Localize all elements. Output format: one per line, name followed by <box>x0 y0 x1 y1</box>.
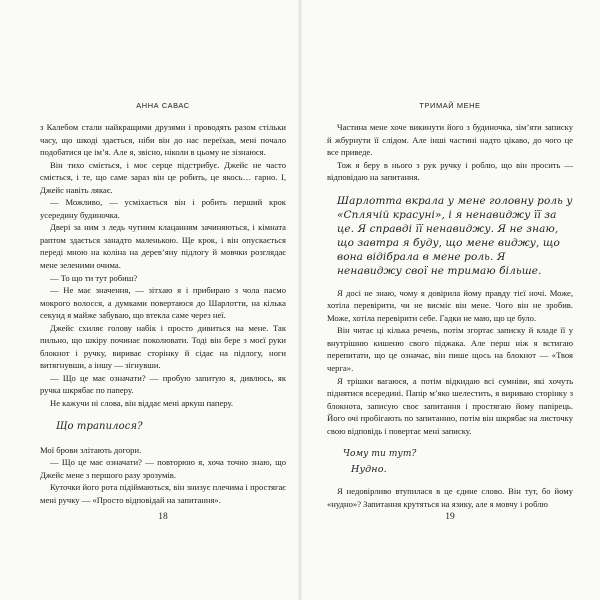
paragraph: Тож я беру в нього з рук ручку і роблю, що він просить — відповідаю на запитання. <box>327 159 573 183</box>
paragraph: Мої брови злітають догори. <box>40 444 142 455</box>
left-page-text <box>40 121 286 506</box>
left-paragraphs-bottom <box>40 444 286 507</box>
handwritten-question-right: Чому ти тут? <box>343 449 417 460</box>
handwritten-note: Шарлотта вкрала у мене головну роль у «Сплячій красуні», і я ненавиджу її за це. Я справді її ненавиджу. Я не знаю, що завтра я буду, що мене виджу, що вона відібрала в мене роль. Я ненавиджу свої не тримаю більше. <box>337 194 573 277</box>
right-paragraphs-bottom <box>327 485 573 510</box>
right-page-number: 19 <box>445 512 455 522</box>
paragraph: Я досі не знаю, чому я довірила йому правду тієї ночі. Може, хотіла перевірити, чи не висміє він мене. Чого він не зробив. Може, хотіла перевірити себе. Гадки не маю, що це було. <box>327 287 573 323</box>
handwritten-question: Що трапилося? <box>56 420 143 432</box>
paragraph: — Що це має означати? — пробую запитую я, дивлюсь, як ручка шкрябає по паперу. <box>40 372 286 396</box>
right-page-text <box>327 121 573 510</box>
right-paragraphs-top <box>327 121 573 184</box>
paragraph: з Калебом стали найкращими друзями і проводять разом стільки часу, що шкоді здається, ніби він до нас переїхав, мені почало подобатися це ім’я. Але я, звісно, ніколи в цьому не зізнаюся. <box>40 122 286 158</box>
paragraph: — То що ти тут робиш? <box>50 272 138 283</box>
paragraph: Я трішки вагаюся, а потім відкидаю всі сумніви, які хочуть піднятися всередині. Папір м’яко шелестить, я вириваю сторінку з блокнота, записую своє запитання і простягаю йому папірець. Його очі пробігають по запитанню, потім він шкрябає на листочку свою відповідь і повертає мені записку. <box>327 375 573 436</box>
paragraph: Джейс схиляє голову набік і просто дивиться на мене. Так пильно, що шкіру починає поколювати. Тоді він бере з моєї руки блокнот і ручку, вириває сторінку й сідає на підлогу, ноги витягнувши, а іншу — зігнувши. <box>40 322 286 371</box>
paragraph: Не кажучи ні слова, він віддає мені аркуш паперу. <box>50 398 234 409</box>
book-gutter <box>298 0 302 600</box>
left-page-number: 18 <box>158 512 168 522</box>
right-paragraphs-middle <box>327 287 573 438</box>
left-running-head: АННА САВАС <box>136 101 190 110</box>
paragraph: Двері за ним з ледь чутним клацанням зачиняються, і кімната раптом здається занадто маленькою. Ще крок, і він опускається переді мною на коліна на дерев’яну підлогу й мовчки розглядає мене зеленими очима. <box>40 222 286 271</box>
left-paragraphs-top <box>40 121 286 410</box>
paragraph: Він читає ці кілька речень, потім згортає записку й кладе її у внутрішню кишеню свого піджака. Але перш ніж я встигаю перепитати, що це означає, він пише щось на блокнот — «Твоя черга». <box>327 325 573 374</box>
paragraph: Він тихо сміється, і моє серце підстрибує. Джейс не часто сміється, і те, що саме зараз він це робить, це якось… гарно. І, Джейс навіть лякає. <box>40 159 286 195</box>
paragraph: — Не має значення, — зітхаю я і прибираю з чола пасмо мокрого волосся, а думками повертаюся до Шарлотти, на кілька секунд я майже забуваю, що втекла саме через неї. <box>40 285 286 321</box>
handwritten-answer: Нудно. <box>351 464 387 476</box>
paragraph: — Що це має означати? — повторюю я, хоча точно знаю, що Джейс мене з першого разу зрозумів. <box>40 457 286 480</box>
paragraph: Частина мене хоче викинути його з будиночка, зім’яти записку й жбурнути її слідом. Але інші частині надто цікаво, до чого це все приведе. <box>327 122 573 158</box>
right-running-head: ТРИМАЙ МЕНЕ <box>419 101 481 110</box>
paragraph: Куточки його рота підіймаються, він знизує плечима і простягає мені ручку — «Просто відповідай на запитання». <box>40 482 286 505</box>
paragraph: — Можливо, — усміхається він і робить перший крок усередину будиночка. <box>40 197 286 220</box>
paragraph: Я недовірливо втупилася в це єдине слово. Він тут, бо йому «нудно»? Запитання крутяться на язику, але я мовчу і роблю <box>327 486 573 509</box>
